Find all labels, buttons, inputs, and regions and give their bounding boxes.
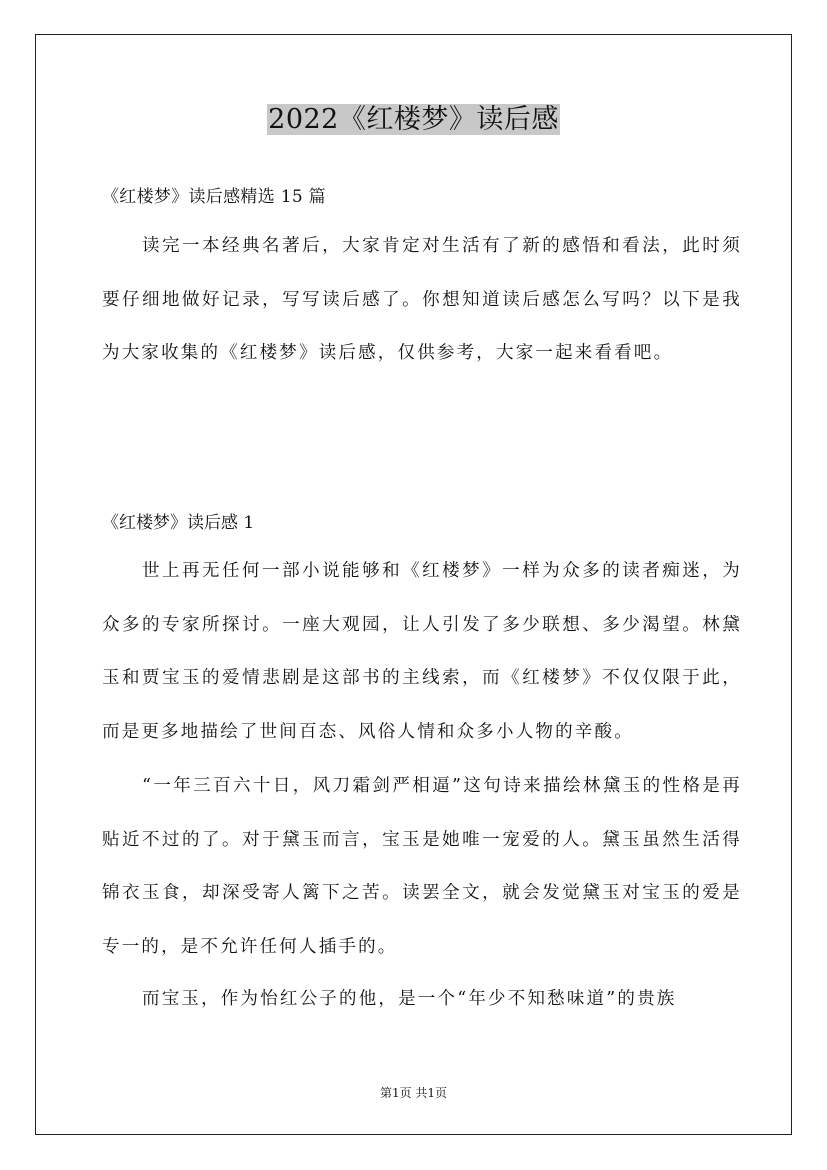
- document-title-wrapper: [0, 100, 827, 140]
- page-footer: 第1页 共1页: [379, 1086, 448, 1100]
- body-paragraph-1: 世上再无任何一部小说能够和《红楼梦》一样为众多的读者痴迷，为众多的专家所探讨。一座大观园，让人引发了多少联想、多少渴望。林黛玉和贾宝玉的爱情悲剧是这部书的主线索，而《红楼梦》不仅仅限于此，而是更多地描绘了世间百态、风俗人情和众多小人物的辛酸。: [102, 561, 742, 742]
- intro-paragraph: 读完一本经典名著后，大家肯定对生活有了新的感悟和看法，此时须要仔细地做好记录，写写读后感了。你想知道读后感怎么写吗？以下是我为大家收集的《红楼梦》读后感，仅供参考，大家一起来看看吧。: [102, 236, 742, 363]
- body-paragraph-2: “一年三百六十日，风刀霜剑严相逼”这句诗来描绘林黛玉的性格是再贴近不过的了。对于黛玉而言，宝玉是她唯一宠爱的人。黛玉虽然生活得锦衣玉食，却深受寄人篱下之苦。读罢全文，就会发觉黛玉对宝玉的爱是专一的，是不允许任何人插手的。: [102, 776, 742, 957]
- document-title: 2022《红楼梦》读后感: [268, 104, 559, 135]
- document-subtitle: 《红楼梦》读后感精选 15 篇: [102, 187, 326, 207]
- body-paragraph-3: 而宝玉，作为怡红公子的他，是一个“年少不知愁味道”的贵族: [142, 989, 677, 1009]
- section-heading: 《红楼梦》读后感 1: [102, 513, 255, 533]
